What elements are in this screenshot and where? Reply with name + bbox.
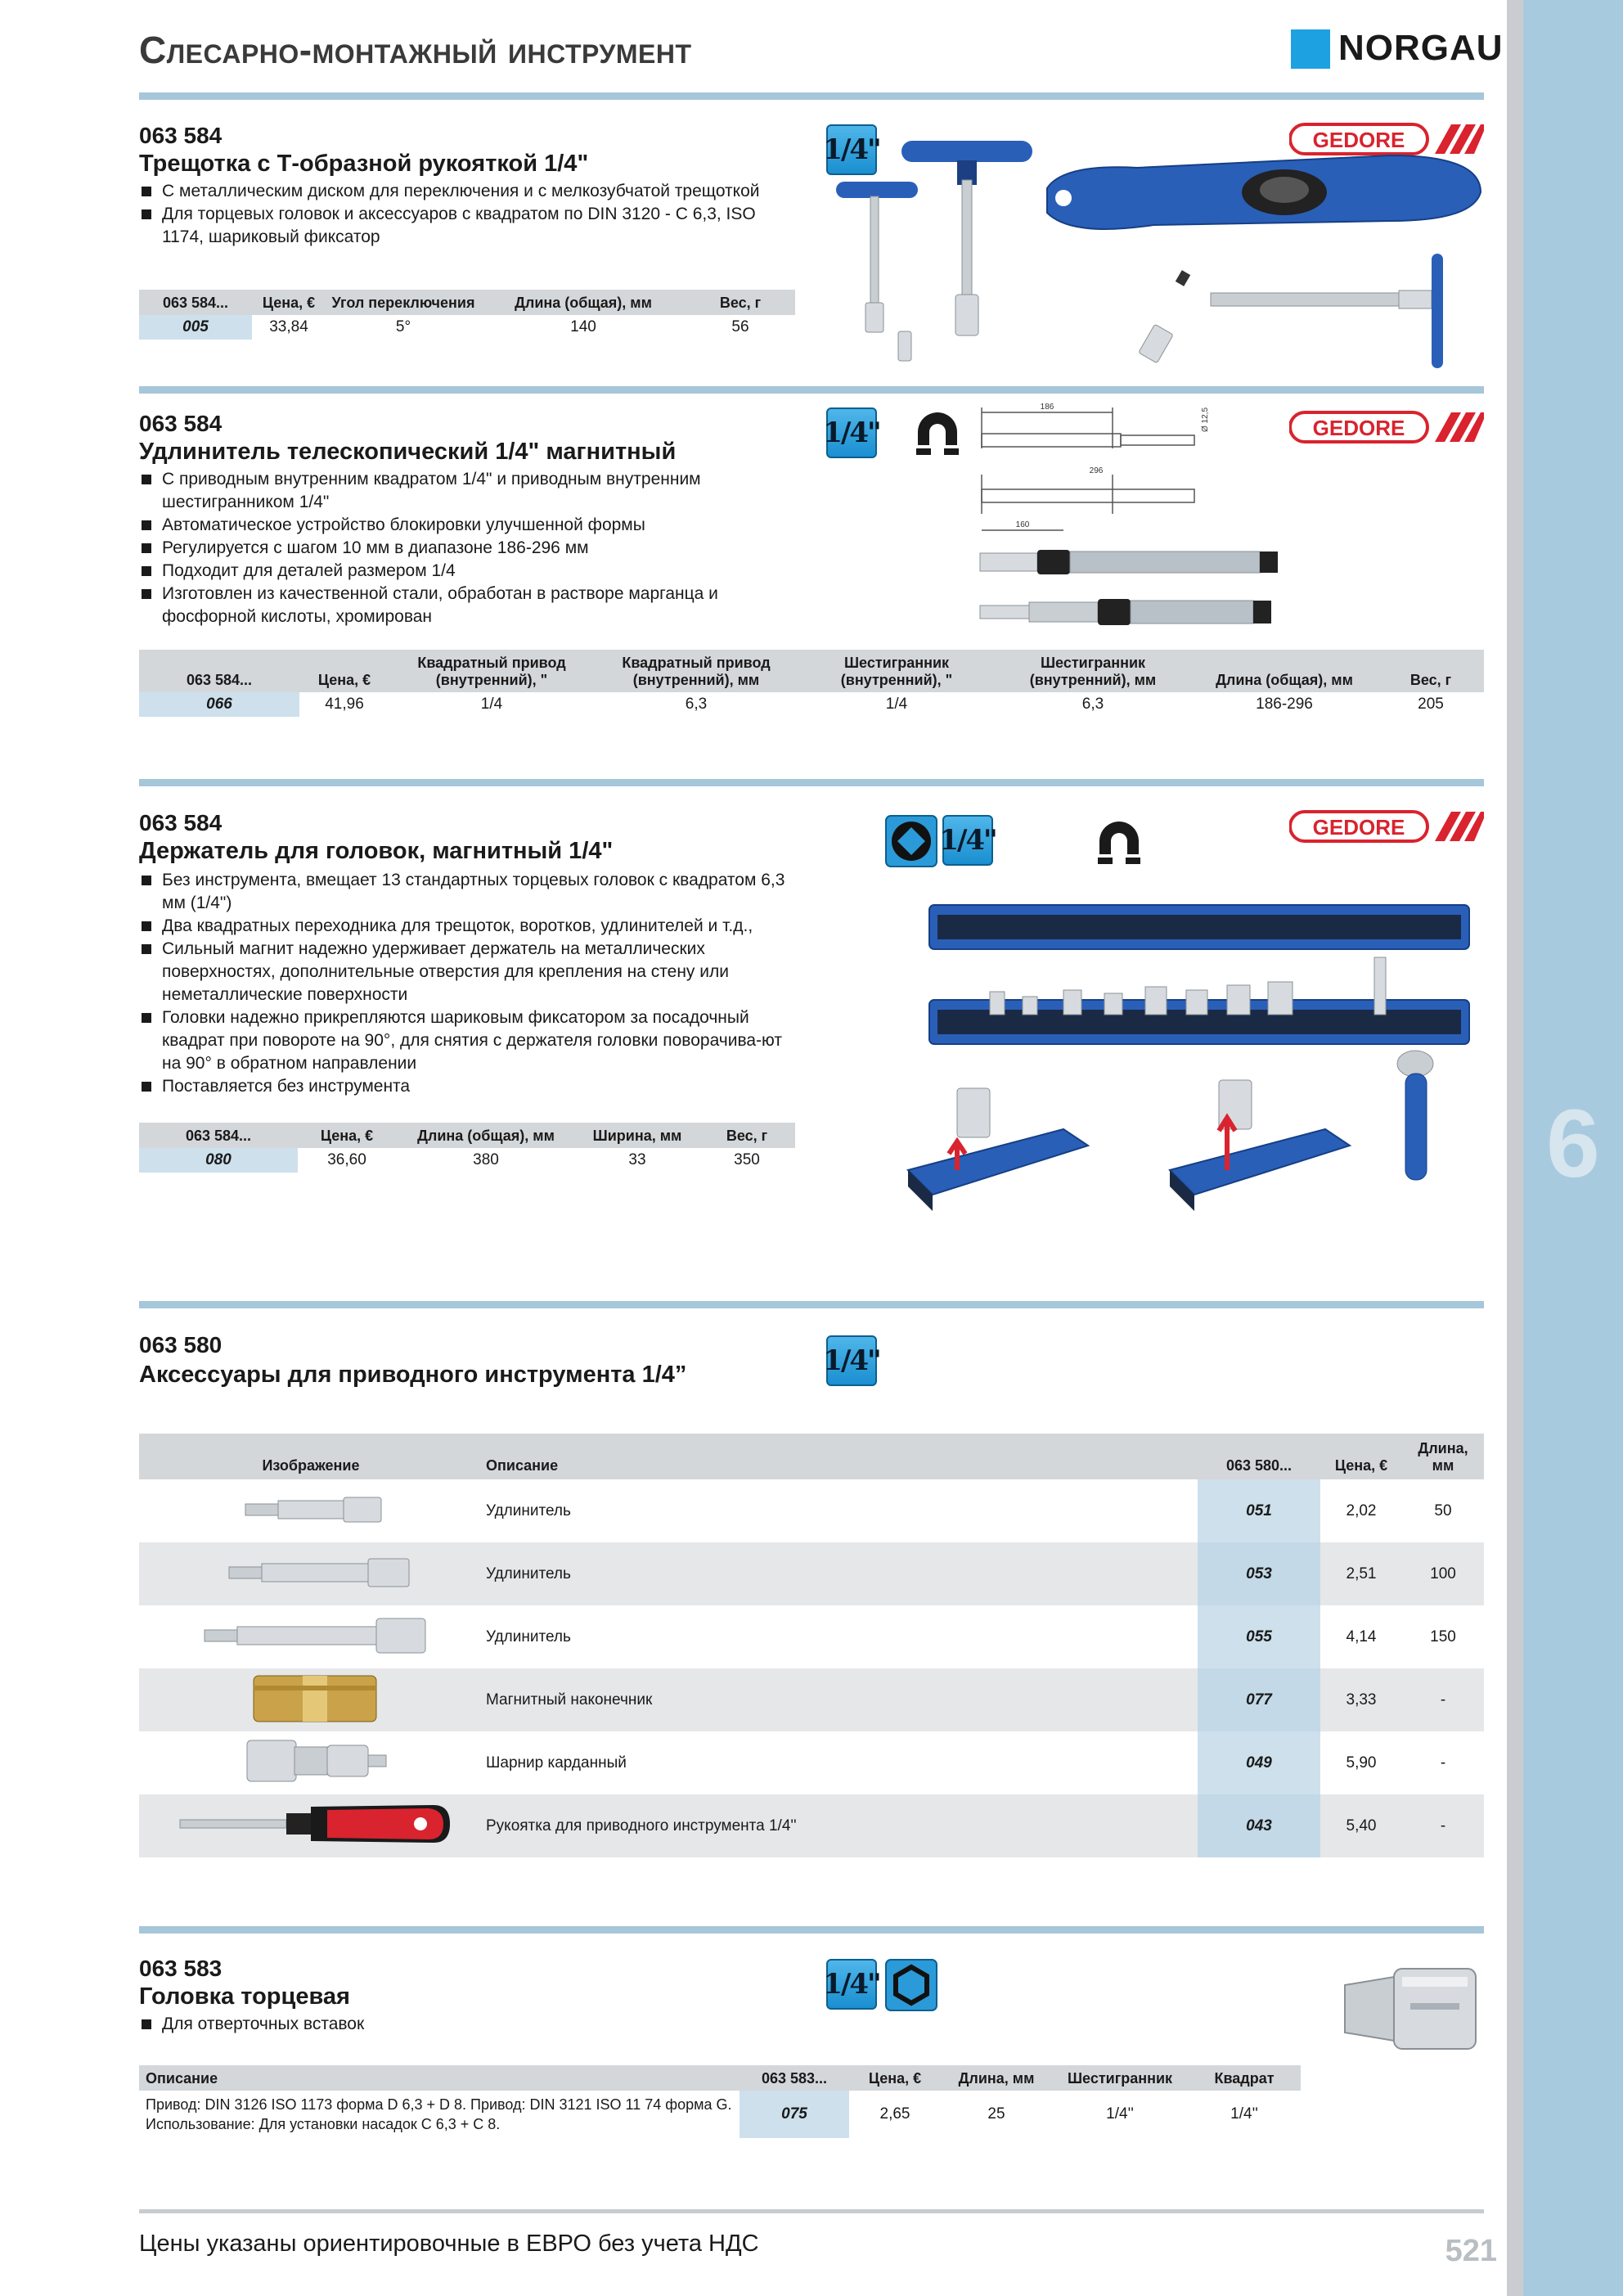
col-header: 063 580... bbox=[1198, 1434, 1320, 1479]
col-header: Длина (общая), мм bbox=[1191, 650, 1378, 692]
feature-item: Автоматическое устройство блокировки улучшенной формы bbox=[139, 514, 769, 537]
col-header: Длина (общая), мм bbox=[481, 290, 686, 315]
article-number: 043 bbox=[1198, 1794, 1320, 1857]
feature-item: Сильный магнит надежно удерживает держатель на металлических поверхностях, дополнительные отверстия для крепления на стену или неметаллические поверхности bbox=[139, 938, 794, 1006]
col-header: Вес, г bbox=[686, 290, 795, 315]
spec-table bbox=[139, 1123, 795, 1173]
table-row bbox=[139, 315, 795, 340]
article-number: 049 bbox=[1198, 1731, 1320, 1794]
cell: 350 bbox=[734, 1151, 760, 1168]
ratchet-image bbox=[826, 131, 1489, 376]
hex-size: 1/4'' bbox=[1106, 2105, 1134, 2123]
col-header: Длина (общая), мм bbox=[396, 1123, 576, 1148]
table-row bbox=[139, 1794, 1484, 1857]
col-header: Вес, г bbox=[699, 1123, 795, 1148]
spinner-handle-icon bbox=[139, 1794, 483, 1857]
length: 100 bbox=[1402, 1542, 1484, 1605]
length: 50 bbox=[1434, 1501, 1452, 1519]
socket-image bbox=[1337, 1961, 1484, 2057]
page-number: 521 bbox=[1445, 2234, 1497, 2268]
section-divider bbox=[139, 1301, 1484, 1308]
col-header: Шестигранник (внутренний), мм bbox=[995, 650, 1191, 692]
quarter-inch-badge-icon: 1/4" bbox=[826, 407, 877, 458]
section-divider bbox=[139, 1926, 1484, 1934]
feature-item: Поставляется без инструмента bbox=[139, 1075, 794, 1098]
table-row bbox=[139, 1479, 1484, 1542]
col-header: Квадратный привод (внутренний), мм bbox=[594, 650, 798, 692]
feature-list bbox=[139, 468, 769, 628]
col-header: Описание bbox=[139, 2065, 740, 2091]
feature-list bbox=[139, 180, 802, 249]
telescopic-extension-image bbox=[973, 399, 1288, 645]
universal-joint-icon bbox=[139, 1731, 483, 1794]
cell: 41,96 bbox=[325, 696, 364, 713]
item-description: Удлинитель bbox=[486, 1501, 571, 1519]
col-header: Длина, мм bbox=[1402, 1434, 1484, 1479]
col-header: Длина, мм bbox=[941, 2065, 1052, 2091]
col-header: Цена, € bbox=[849, 2065, 941, 2091]
col-header: Цена, € bbox=[298, 1123, 396, 1148]
square-drive-badge-icon bbox=[885, 815, 937, 867]
article-number: 055 bbox=[1198, 1605, 1320, 1668]
cell: 205 bbox=[1418, 696, 1444, 713]
quarter-inch-badge-icon: 1/4" bbox=[942, 815, 993, 866]
feature-item: Подходит для деталей размером 1/4 bbox=[139, 560, 769, 583]
cell: 36,60 bbox=[327, 1151, 366, 1168]
col-header: Ширина, мм bbox=[576, 1123, 699, 1148]
feature-item: Для торцевых головок и аксессуаров с квадратом по DIN 3120 - С 6,3, ISO 1174, шариковый фиксатор bbox=[139, 203, 802, 249]
svg-text:GEDORE: GEDORE bbox=[1312, 128, 1405, 152]
col-header: Квадрат bbox=[1188, 2065, 1301, 2091]
price: 4,14 bbox=[1346, 1627, 1377, 1645]
norgau-logo-icon bbox=[1291, 29, 1330, 69]
product-code: 063 580 bbox=[139, 1332, 223, 1357]
magnet-icon bbox=[1090, 813, 1149, 872]
extension-bar-long-icon bbox=[139, 1605, 483, 1668]
price: 3,33 bbox=[1320, 1668, 1402, 1731]
article-number: 075 bbox=[740, 2091, 849, 2138]
spec-table bbox=[139, 650, 1484, 717]
cell: 6,3 bbox=[685, 696, 708, 713]
feature-item: Для отверточных вставок bbox=[139, 2013, 712, 2036]
article-number: 066 bbox=[139, 692, 299, 717]
hex-drive-badge-icon bbox=[885, 1959, 937, 2011]
gedore-logo-icon bbox=[1289, 810, 1484, 843]
magnetic-bit-holder-icon bbox=[139, 1668, 483, 1731]
accessories-table bbox=[139, 1434, 1484, 1857]
product-code: 063 583 bbox=[139, 1956, 223, 1981]
feature-list bbox=[139, 2013, 712, 2036]
extension-bar-short-icon bbox=[139, 1479, 483, 1542]
article-number: 080 bbox=[139, 1148, 298, 1173]
col-header: Шестигранник (внутренний), " bbox=[798, 650, 995, 692]
length: - bbox=[1440, 1754, 1446, 1772]
cell: 140 bbox=[570, 318, 596, 335]
svg-text:160: 160 bbox=[1015, 520, 1030, 529]
table-row bbox=[139, 1148, 795, 1173]
col-header: 063 584... bbox=[139, 1123, 298, 1148]
cell: 1/4 bbox=[480, 696, 503, 713]
feature-item: С приводным внутренним квадратом 1/4" и приводным внутренним шестигранником 1/4" bbox=[139, 468, 769, 514]
length: - bbox=[1402, 1668, 1484, 1731]
cell: 1/4 bbox=[885, 696, 908, 713]
cell: 33 bbox=[628, 1151, 646, 1168]
price: 2,02 bbox=[1346, 1501, 1377, 1519]
socket-spec-table bbox=[139, 2065, 1301, 2138]
article-number: 077 bbox=[1198, 1668, 1320, 1731]
feature-item: Два квадратных переходника для трещоток, воротков, удлинителей и т.д., bbox=[139, 915, 794, 938]
table-row bbox=[139, 1542, 1484, 1605]
table-row bbox=[139, 692, 1484, 717]
product-code: 063 584 bbox=[139, 123, 223, 148]
quarter-inch-badge-icon: 1/4" bbox=[826, 124, 877, 175]
item-description: Рукоятка для приводного инструмента 1/4'' bbox=[483, 1794, 1198, 1857]
length: - bbox=[1402, 1794, 1484, 1857]
square-size: 1/4'' bbox=[1230, 2105, 1258, 2123]
svg-text:186: 186 bbox=[1040, 403, 1054, 412]
item-description: Удлинитель bbox=[486, 1627, 571, 1645]
length: 150 bbox=[1430, 1627, 1456, 1645]
quarter-inch-badge-icon: 1/4" bbox=[826, 1959, 877, 2010]
socket-holder-image bbox=[900, 900, 1489, 1227]
article-number: 051 bbox=[1198, 1479, 1320, 1542]
feature-item: Головки надежно прикрепляются шариковым фиксатором за посадочный квадрат при повороте на 90°, для снятия с держателя головки поворачива-ют на 90° в обратном направлении bbox=[139, 1006, 794, 1075]
feature-item: Изготовлен из качественной стали, обработан в растворе марганца и фосфорной кислоты, хромирован bbox=[139, 583, 769, 628]
col-header: 063 584... bbox=[139, 650, 299, 692]
svg-text:Ø 12,5: Ø 12,5 bbox=[1201, 407, 1210, 432]
product-code: 063 584 bbox=[139, 810, 223, 835]
price: 2,51 bbox=[1320, 1542, 1402, 1605]
quarter-inch-badge-icon: 1/4" bbox=[826, 1335, 877, 1386]
cell: 56 bbox=[731, 318, 749, 335]
product-title: Трещотка с Т-образной рукояткой 1/4" bbox=[139, 151, 589, 177]
table-row bbox=[139, 1731, 1484, 1794]
col-header: Цена, € bbox=[1320, 1434, 1402, 1479]
table-row bbox=[139, 2091, 1301, 2138]
svg-text:296: 296 bbox=[1089, 466, 1104, 475]
product-title: Головка торцевая bbox=[139, 1983, 350, 2010]
product-code: 063 584 bbox=[139, 411, 223, 436]
extension-bar-medium-icon bbox=[139, 1542, 483, 1605]
article-number: 005 bbox=[139, 315, 252, 340]
table-row bbox=[139, 1668, 1484, 1731]
norgau-logo: NORGAU bbox=[1338, 28, 1504, 68]
feature-list bbox=[139, 869, 794, 1098]
col-header: 063 584... bbox=[139, 290, 252, 315]
section-divider bbox=[139, 779, 1484, 786]
feature-item: С металлическим диском для переключения и с мелкозубчатой трещоткой bbox=[139, 180, 802, 203]
col-header: Описание bbox=[483, 1434, 1198, 1479]
product-title: Аксессуары для приводного инструмента 1/4” bbox=[139, 1362, 687, 1388]
col-header: Шестигранник bbox=[1052, 2065, 1188, 2091]
cell: 6,3 bbox=[1081, 696, 1104, 713]
feature-item: Регулируется с шагом 10 мм в диапазоне 186-296 мм bbox=[139, 537, 769, 560]
page-title: Слесарно-монтажный инструмент bbox=[139, 29, 692, 71]
svg-text:GEDORE: GEDORE bbox=[1312, 815, 1405, 840]
section-divider bbox=[139, 92, 1484, 100]
sidebar-strip bbox=[1507, 0, 1523, 2296]
section-divider bbox=[139, 386, 1484, 394]
product-title: Удлинитель телескопический 1/4" магнитный bbox=[139, 439, 677, 465]
col-header: Изображение bbox=[139, 1434, 483, 1479]
length: 25 bbox=[987, 2105, 1005, 2123]
col-header: Цена, € bbox=[252, 290, 326, 315]
table-row bbox=[139, 1605, 1484, 1668]
col-header: Квадратный привод (внутренний), " bbox=[389, 650, 594, 692]
product-title: Держатель для головок, магнитный 1/4" bbox=[139, 838, 614, 864]
cell: 33,84 bbox=[269, 318, 308, 335]
chapter-number: 6 bbox=[1546, 1090, 1600, 1198]
col-header: Цена, € bbox=[299, 650, 389, 692]
spec-table bbox=[139, 290, 795, 340]
magnet-icon bbox=[908, 404, 967, 463]
price-note: Цены указаны ориентировочные в ЕВРО без учета НДС bbox=[139, 2231, 759, 2257]
item-description: Шарнир карданный bbox=[486, 1754, 627, 1772]
footer-divider bbox=[139, 2209, 1484, 2213]
item-description: Удлинитель bbox=[483, 1542, 1198, 1605]
price: 5,40 bbox=[1320, 1794, 1402, 1857]
item-description: Привод: DIN 3126 ISO 1173 форма D 6,3 + D 8. Привод: DIN 3121 ISO 11 74 форма G. Использование: Для установки насадок С 6,3 + С 8. bbox=[146, 2096, 732, 2132]
svg-text:GEDORE: GEDORE bbox=[1312, 416, 1405, 440]
cell: 186-296 bbox=[1256, 696, 1313, 713]
cell: 5° bbox=[395, 318, 411, 335]
price: 2,65 bbox=[879, 2105, 910, 2123]
price: 5,90 bbox=[1346, 1754, 1377, 1772]
gedore-logo-icon bbox=[1289, 411, 1484, 443]
col-header: Вес, г bbox=[1378, 650, 1484, 692]
article-number: 053 bbox=[1198, 1542, 1320, 1605]
col-header: Угол переключения bbox=[326, 290, 481, 315]
feature-item: Без инструмента, вмещает 13 стандартных торцевых головок с квадратом 6,3 мм (1/4") bbox=[139, 869, 794, 915]
cell: 380 bbox=[473, 1151, 499, 1168]
col-header: 063 583... bbox=[740, 2065, 849, 2091]
item-description: Магнитный наконечник bbox=[483, 1668, 1198, 1731]
